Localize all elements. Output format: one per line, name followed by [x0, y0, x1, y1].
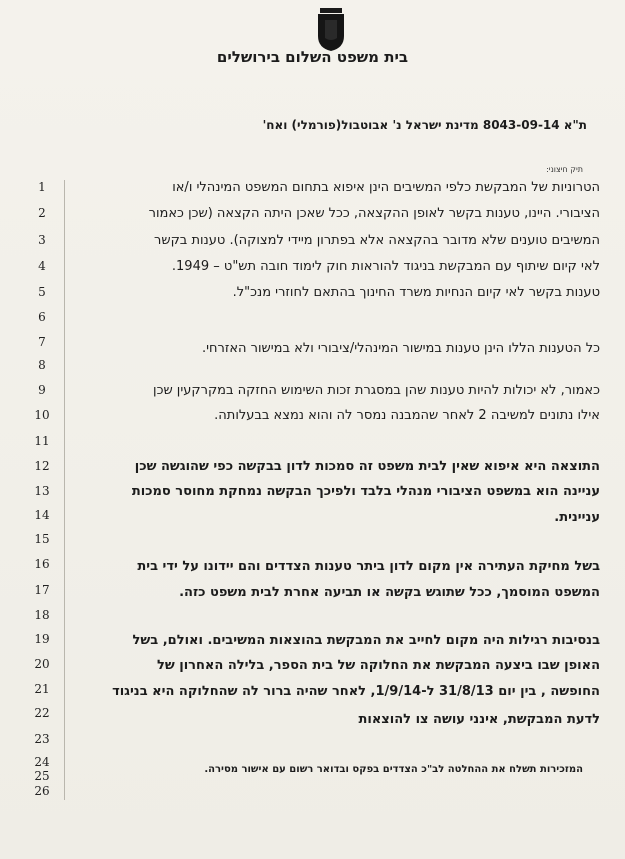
line-number: 17: [34, 583, 50, 597]
line-number: 20: [34, 657, 50, 671]
body-line: האופן שבו ביצעה המבקשת את החלוקה של בית הספר, בלילה האחרון של: [156, 658, 600, 673]
line-number: 11: [34, 434, 50, 448]
body-line: עניינה הוא במשפט הציבורי מנהלי בלבד ולפיכך הבקשה נמחקת מחוסר סמכות: [131, 484, 600, 499]
line-number: 15: [34, 532, 50, 546]
line-number: 5: [38, 285, 46, 299]
body-line: הטרוניות של המבקשת כלפי המשיבים הינן איפוא בתחום המשפט המינהלי ו/או: [172, 180, 600, 195]
line-number: 14: [34, 508, 50, 522]
body-line: כל הטענות הללו הינן טענות במישור המינהלי/ציבורי ולא במישור האזרחי.: [201, 341, 600, 356]
line-number: 4: [38, 259, 46, 273]
line-number: 24: [34, 755, 50, 769]
body-line: הציבורי. היינו, טענות בקשר לאופן ההקצאה, ככל שאכן היתה הקצאה (שכן כאמור: [148, 206, 600, 221]
line-number: 13: [34, 484, 50, 498]
body-line: לדעת המבקשת, אינני עושה צו להוצאות: [358, 712, 600, 727]
secretariat-note: המזכירות תשלח את ההחלטה לב"כ הצדדים בפקס ובדואר רשום עם אישור מסירה.: [204, 764, 583, 775]
line-number-column: [0, 0, 60, 859]
body-line: החופשה , בין יום 31/8/13 ל-1/9/14, לאחר שהיה ברור לה שהחלוקה היא בניגוד: [112, 684, 600, 699]
court-name: בית משפט השלום בירושלים: [216, 48, 409, 66]
line-number: 21: [34, 682, 50, 696]
decision-body: [66, 0, 600, 859]
line-number: 10: [34, 408, 50, 422]
line-number: 23: [34, 732, 50, 746]
body-line: אילו נתונים למשיבה 2 לאחר שהמבנה נמסר לה והוא נמצא בבעלותה.: [214, 408, 600, 423]
line-number: 22: [34, 706, 50, 720]
body-line: המשיבים טוענים שלא מדובר בהקצאה אלא בפתרון מיידי למצוקה). טענות בקשר: [154, 233, 600, 248]
body-line: המשפט המוסמך, ככל שתוגש בקשה או תביעה אחרת לבית משפט כזה.: [179, 585, 600, 600]
line-number: 7: [38, 335, 46, 349]
line-number: 18: [34, 608, 50, 622]
margin-rule: [64, 180, 65, 800]
line-number: 6: [38, 310, 46, 324]
case-title: ת"א 8043-09-14 מדינת ישראל נ' אבוטבול(פורמלי) ואח': [262, 118, 587, 132]
line-number: 25: [34, 769, 50, 783]
body-line: כאמור, לא יכולות להיות טענות שהן במסגרת זכות השימוש החזקה במקרקעין שכן: [153, 383, 600, 398]
line-number: 8: [38, 358, 46, 372]
body-line: לאי קיום שיתוף עם המבקשת בניגוד להוראות חוק לימוד חובה תש"ט – 1949.: [171, 259, 600, 274]
body-line: בשל מחיקת העתירה אין מקום לדון ביתר טענות הצדדים והם יידונו על ידי בית: [137, 559, 600, 574]
body-line: טענות בקשר לאי קיום הנחיות משרד החינוך בהתאם לחוזרי מנכ"ל.: [232, 285, 600, 300]
body-line: בנסיבות רגילות היה מקום לחייב את המבקשת בהוצאות המשיבים. ואולם, בשל: [132, 633, 600, 648]
case-file-label: תיק חיצוני:: [546, 165, 583, 174]
line-number: 3: [38, 233, 46, 247]
line-number: 2: [38, 206, 46, 220]
line-number: 9: [38, 383, 46, 397]
body-line: התוצאה היא איפוא שאין לבית משפט זה סמכות לדון בבקשה כפי שהוגשה שכן: [134, 459, 600, 474]
line-number: 1: [38, 180, 46, 194]
line-number: 16: [34, 557, 50, 571]
line-number: 26: [34, 784, 50, 798]
body-line: עניינית.: [554, 510, 600, 525]
line-number: 19: [34, 632, 50, 646]
line-number: 12: [34, 459, 50, 473]
